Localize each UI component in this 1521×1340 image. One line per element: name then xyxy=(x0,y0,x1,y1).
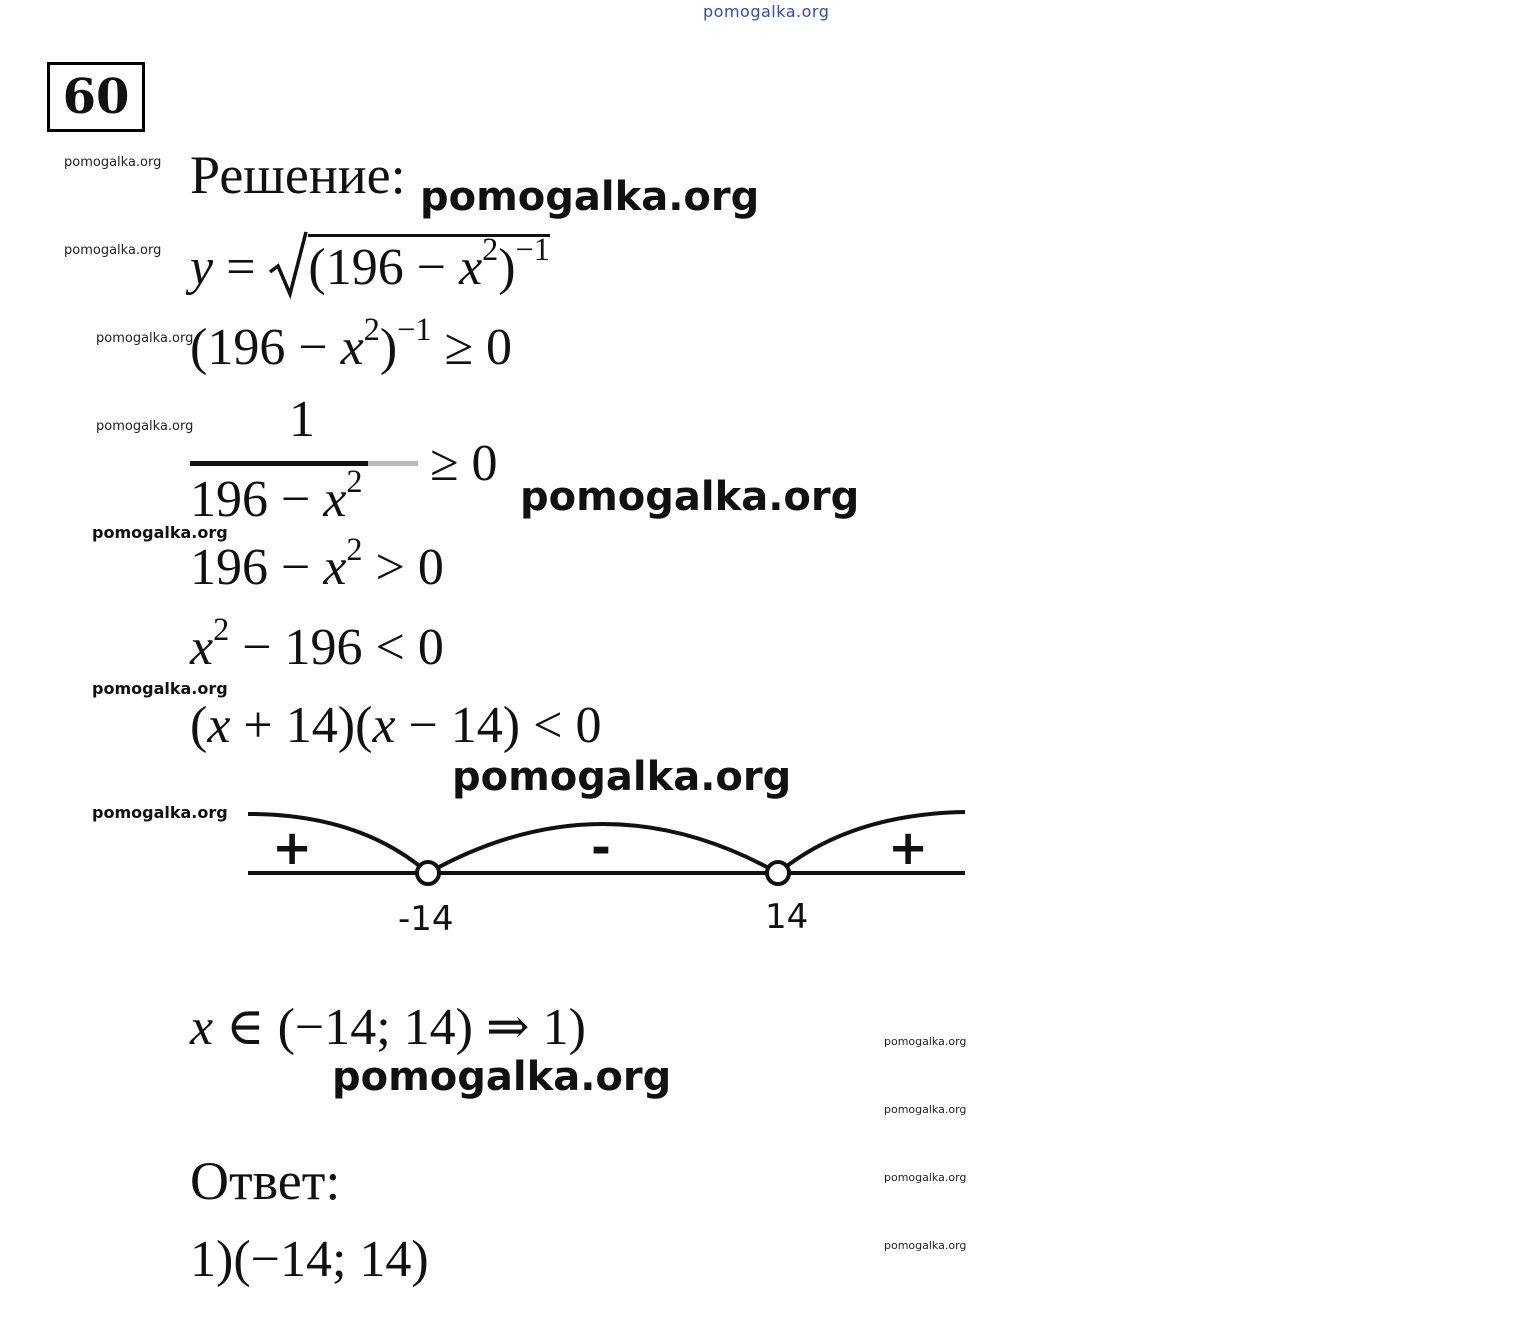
watermark-small: pomogalka.org xyxy=(884,1239,967,1252)
point-label-14: 14 xyxy=(765,897,809,937)
fraction-bar-faded xyxy=(368,461,418,466)
sqrt-sign xyxy=(268,240,308,292)
sign-minus-middle: - xyxy=(591,820,611,876)
solution-set: x ∈ (−14; 14) ⇒ 1) xyxy=(190,999,586,1056)
sign-plus-left: + xyxy=(272,820,313,876)
sign-arc-right xyxy=(778,812,965,873)
radicand: $(196 - x^2)^{-1}$ xyxy=(308,230,550,296)
equals-sign: = xyxy=(226,239,256,296)
answer-value: 1)(−14; 14) xyxy=(190,1231,429,1288)
sign-plus-right: + xyxy=(888,820,929,876)
watermark-small: pomogalka.org xyxy=(96,419,194,434)
fraction-numerator: 1 xyxy=(289,391,315,448)
watermark-small: pomogalka.org xyxy=(884,1035,967,1048)
task-number: 60 xyxy=(62,69,130,125)
solution-heading: Решение: xyxy=(190,145,406,205)
watermark-medium: pomogalka.org xyxy=(92,679,228,698)
watermark-small: pomogalka.org xyxy=(64,243,162,258)
watermark-large: pomogalka.org xyxy=(520,474,860,520)
number-line-diagram xyxy=(240,800,970,940)
equation-function xyxy=(190,230,550,296)
top-watermark: pomogalka.org xyxy=(703,2,830,21)
watermark-medium: pomogalka.org xyxy=(92,523,228,542)
watermark-large: pomogalka.org xyxy=(332,1054,672,1100)
fraction-bar xyxy=(190,461,368,466)
var-y: y xyxy=(190,239,214,296)
point-label-minus-14: -14 xyxy=(398,899,454,939)
watermark-small: pomogalka.org xyxy=(64,155,162,170)
watermark-large: pomogalka.org xyxy=(452,754,792,800)
radical-icon xyxy=(268,230,308,300)
inequality-step-6: (x + 14)(x − 14) < 0 xyxy=(190,697,602,754)
watermark-medium: pomogalka.org xyxy=(92,803,228,822)
open-point-minus-14 xyxy=(417,862,439,884)
inequality-step-2: $(196 - x^2)^{-1} \ge 0$ xyxy=(190,310,513,376)
watermark-small: pomogalka.org xyxy=(884,1103,967,1116)
answer-heading: Ответ: xyxy=(190,1151,341,1211)
watermark-small: pomogalka.org xyxy=(884,1171,967,1184)
fraction-relation: ≥ 0 xyxy=(430,435,498,492)
task-number-box xyxy=(47,62,145,132)
inequality-step-5: $x^2 - 196 < 0$ xyxy=(190,610,444,676)
open-point-14 xyxy=(767,862,789,884)
watermark-large: pomogalka.org xyxy=(420,174,760,220)
watermark-small: pomogalka.org xyxy=(96,331,194,346)
fraction-denominator: $196 - x^2$ xyxy=(190,462,363,528)
inequality-step-4: $196 - x^2 > 0$ xyxy=(190,530,444,596)
